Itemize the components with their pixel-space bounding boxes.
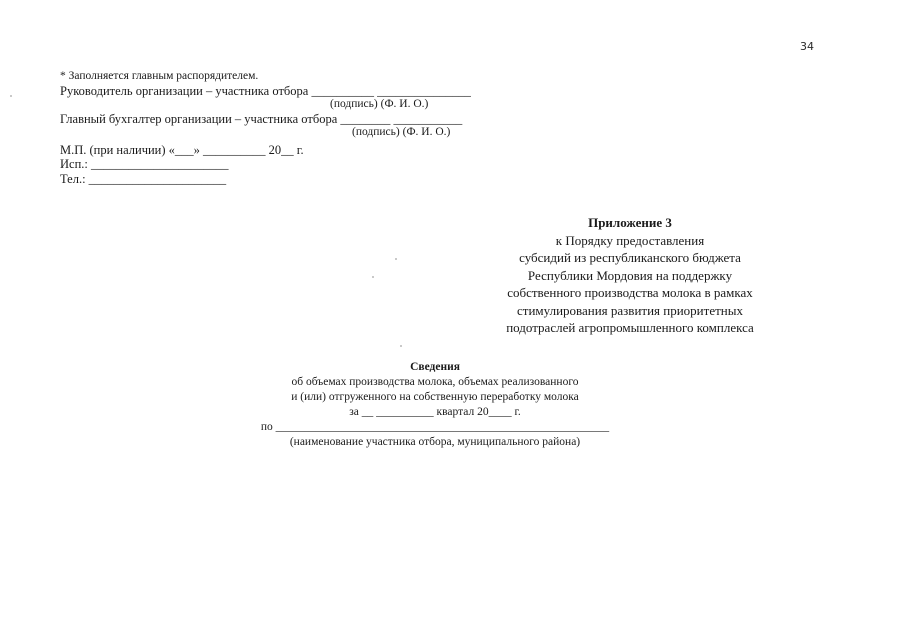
annex-block: [460, 214, 800, 337]
annex-line: стимулирования развития приоритетных: [517, 302, 743, 318]
info-participant-line: по __________________________________________________________: [260, 421, 610, 433]
phone-line: Тел.: ______________________: [60, 172, 227, 186]
annex-title: Приложение 3: [588, 215, 672, 230]
head-signature-line: Руководитель организации – участника отбора __________ _______________: [60, 84, 471, 98]
scan-speck: [400, 345, 402, 347]
scan-speck: [395, 258, 397, 260]
annex-line: Республики Мордовия на поддержку: [527, 267, 733, 283]
head-signature-caption: (подпись) (Ф. И. О.): [330, 98, 429, 110]
info-block: [230, 360, 640, 450]
info-period-line: за __ __________ квартал 20____ г.: [349, 406, 521, 418]
info-participant-caption: (наименование участника отбора, муниципального района): [289, 436, 581, 448]
footnote: * Заполняется главным распорядителем.: [60, 70, 259, 82]
info-title: Сведения: [410, 361, 460, 373]
annex-line: к Порядку предоставления: [555, 232, 705, 248]
info-line: и (или) отгруженного на собственную переработку молока: [291, 391, 579, 403]
scan-speck: [372, 276, 374, 278]
annex-line: субсидий из республиканского бюджета: [519, 250, 741, 265]
page-number: 34: [800, 40, 814, 53]
accountant-signature-line: Главный бухгалтер организации – участника отбора ________ ___________: [60, 112, 463, 126]
info-line: об объемах производства молока, объемах реализованного: [291, 376, 579, 388]
scan-speck: [10, 95, 12, 97]
annex-line: собственного производства молока в рамках: [507, 285, 753, 300]
executor-line: Исп.: ______________________: [60, 157, 229, 171]
accountant-signature-caption: (подпись) (Ф. И. О.): [352, 126, 451, 138]
stamp-date-line: М.П. (при наличии) «___» __________ 20__ г.: [60, 143, 304, 157]
annex-line: подотраслей агропромышленного комплекса: [506, 320, 754, 335]
